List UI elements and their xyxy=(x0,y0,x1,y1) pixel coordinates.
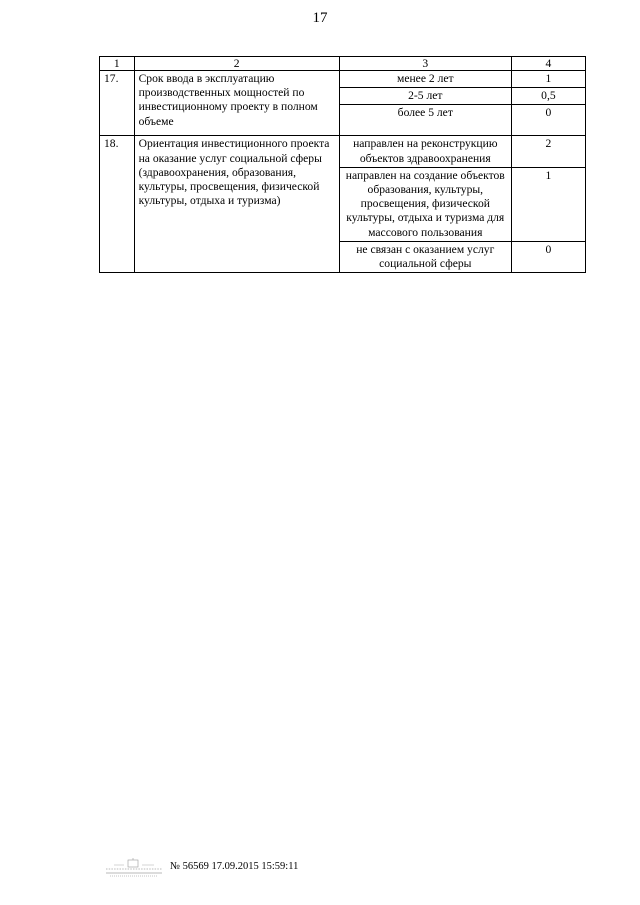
condition-cell: направлен на создание объектов образования, культуры, просвещения, физической культуры, отдыха и туризма для массового пользования xyxy=(339,167,511,241)
criterion-name: Ориентация инвестиционного проекта на оказание услуг социальной сферы (здравоохранения, образования, культуры, просвещения, физической культуры, отдыха и туризма) xyxy=(134,136,339,273)
score-cell: 2 xyxy=(511,136,585,167)
registration-stamp xyxy=(104,857,364,879)
score-cell: 0 xyxy=(511,105,585,136)
header-cell-3: 3 xyxy=(339,57,511,71)
registry-stamp-icon xyxy=(104,857,164,879)
condition-cell: 2-5 лет xyxy=(339,88,511,105)
header-cell-4: 4 xyxy=(511,57,585,71)
condition-cell: более 5 лет xyxy=(339,105,511,136)
condition-cell: направлен на реконструкцию объектов здравоохранения xyxy=(339,136,511,167)
condition-cell: менее 2 лет xyxy=(339,71,511,88)
criterion-name: Срок ввода в эксплуатацию производственных мощностей по инвестиционному проекту в полном объеме xyxy=(134,71,339,136)
score-cell: 0,5 xyxy=(511,88,585,105)
row-number: 18. xyxy=(100,136,135,273)
table-row xyxy=(100,71,586,88)
header-cell-2: 2 xyxy=(134,57,339,71)
condition-cell: не связан с оказанием услуг социальной сферы xyxy=(339,241,511,272)
table-row xyxy=(100,136,586,167)
row-number: 17. xyxy=(100,71,135,136)
score-cell: 1 xyxy=(511,167,585,241)
criteria-table xyxy=(99,56,586,273)
score-cell: 0 xyxy=(511,241,585,272)
page-number: 17 xyxy=(312,10,328,26)
header-cell-1: 1 xyxy=(100,57,135,71)
table-header-row xyxy=(100,57,586,71)
score-cell: 1 xyxy=(511,71,585,88)
stamp-text: № 56569 17.09.2015 15:59:11 xyxy=(170,861,299,872)
